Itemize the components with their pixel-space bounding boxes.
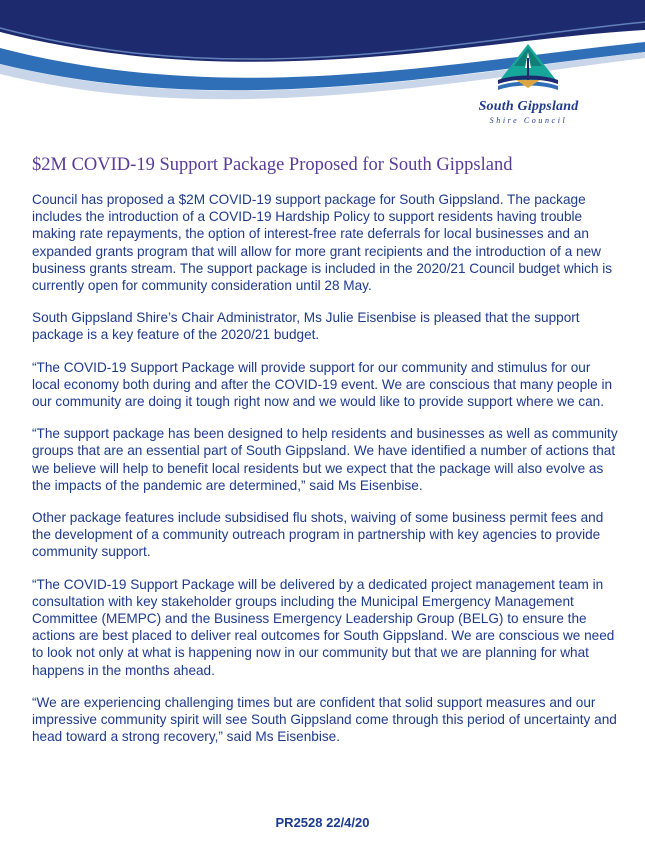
council-logo xyxy=(466,38,591,128)
press-release-body xyxy=(32,191,622,760)
council-emblem-icon xyxy=(494,38,562,96)
body-paragraph: “The support package has been designed to help residents and businesses as well as community groups that are an essential part of South Gippsland. We have identified a number of actions that we believe will help to benefit local residents but we expect that the package will also evolve as the impacts of the pandemic are determined,” said Ms Eisenbise. xyxy=(32,426,618,493)
body-paragraph: Other package features include subsidised flu shots, waiving of some business permit fees and the development of a community outreach program in partnership with key agencies to provide community support. xyxy=(32,510,604,560)
body-paragraph: “The COVID-19 Support Package will provide support for our community and stimulus for our local economy both during and after the COVID-19 event. We are conscious that many people in our community are doing it tough right now and we would like to provide support where we can. xyxy=(32,359,613,410)
council-subtitle: Shire Council xyxy=(489,116,568,125)
body-paragraph: “The COVID-19 Support Package will be delivered by a dedicated project management team in consultation with key stakeholder groups including the Municipal Emergency Management Committee (MEMPC) and the Business Emergency Leadership Group (BELG) to ensure the actions are best placed to deliver real outcomes for South Gippsland. We are conscious we need to look not only at what is happening now in our community but that we are planning for what happens in the months ahead. xyxy=(32,576,615,678)
council-name: South Gippsland xyxy=(478,99,579,114)
body-paragraph: “We are experiencing challenging times but are confident that solid support measures and our impressive community spirit will see South Gippsland come through this period of uncertainty and head toward a strong recovery,” said Ms Eisenbise. xyxy=(32,694,617,745)
body-paragraph: South Gippsland Shire’s Chair Administrator, Ms Julie Eisenbise is pleased that the support package is a key feature of the 2020/21 budget. xyxy=(32,310,580,343)
press-release-reference: PR2528 22/4/20 xyxy=(275,815,370,830)
press-release-title: $2M COVID-19 Support Package Proposed for South Gippsland xyxy=(32,155,513,175)
body-paragraph: Council has proposed a $2M COVID-19 support package for South Gippsland. The package includes the introduction of a COVID-19 Hardship Policy to support residents having trouble making rate repayments, the option of interest-free rate deferrals for local businesses and an expanded grants program that will allow for more grant recipients and the introduction of a new business grants stream. The support package is included in the 2020/21 Council budget which is currently open for community consideration until 28 May. xyxy=(32,192,613,294)
